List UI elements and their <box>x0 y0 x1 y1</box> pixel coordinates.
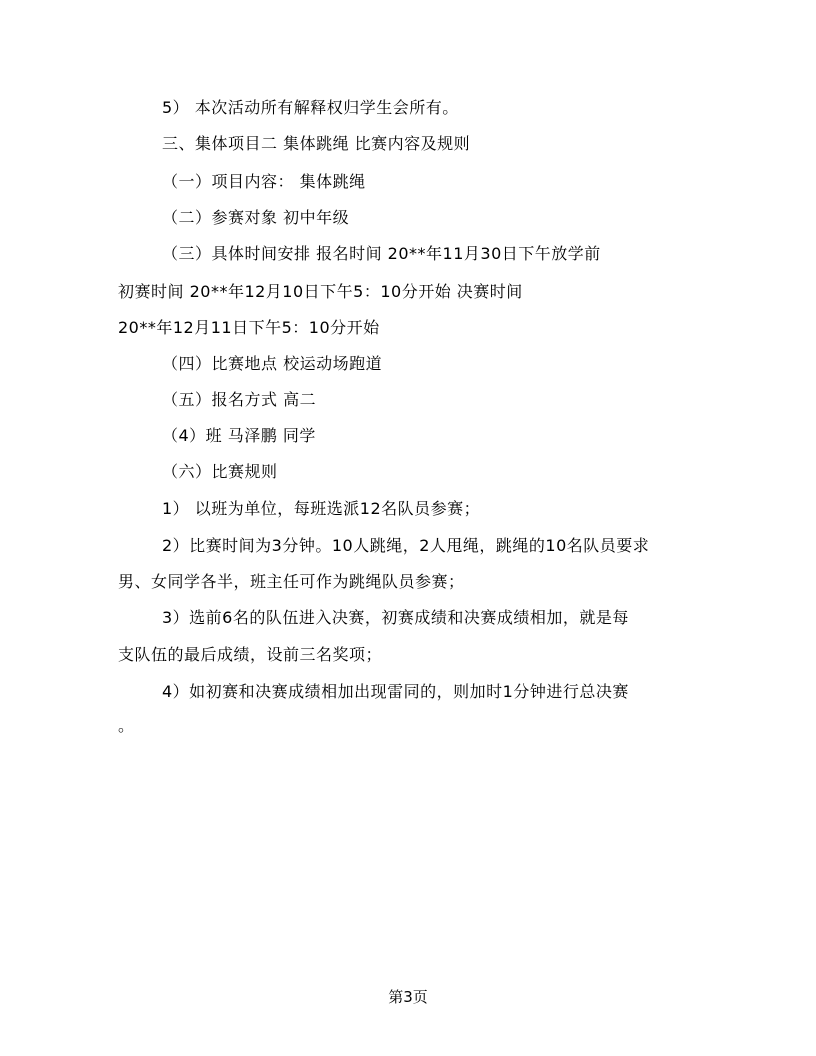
registration-method: （五）报名方式 高二 <box>162 390 317 409</box>
rule-3-line-1: 3）选前6名的队伍进入决赛，初赛成绩和决赛成绩相加，就是每 <box>162 608 629 627</box>
rule-item-5: 5） 本次活动所有解释权归学生会所有。 <box>162 98 459 117</box>
rule-3-line-2: 支队伍的最后成绩，设前三名奖项； <box>118 645 383 664</box>
project-content: （一）项目内容： 集体跳绳 <box>162 172 366 191</box>
rule-2-line-1: 2）比赛时间为3分钟。10人跳绳，2人甩绳，跳绳的10名队员要求 <box>162 536 650 555</box>
rule-4-line-1: 4）如初赛和决赛成绩相加出现雷同的，则加时1分钟进行总决赛 <box>162 682 629 701</box>
page-number: 第3页 <box>388 988 428 1006</box>
participants: （二）参赛对象 初中年级 <box>162 208 350 227</box>
rule-1: 1） 以班为单位，每班选派12名队员参赛； <box>162 499 481 518</box>
section-heading: 三、集体项目二 集体跳绳 比赛内容及规则 <box>162 134 471 153</box>
rule-4-line-2: 。 <box>118 716 135 735</box>
schedule-line-3: 20**年12月11日下午5：10分开始 <box>118 318 380 337</box>
registration-contact: （4）班 马泽鹏 同学 <box>162 426 316 445</box>
rules-heading: （六）比赛规则 <box>162 462 278 481</box>
schedule-line-2: 初赛时间 20**年12月10日下午5：10分开始 决赛时间 <box>118 282 523 301</box>
schedule-line-1: （三）具体时间安排 报名时间 20**年11月30日下午放学前 <box>162 244 601 263</box>
venue: （四）比赛地点 校运动场跑道 <box>162 354 383 373</box>
rule-2-line-2: 男、女同学各半，班主任可作为跳绳队员参赛； <box>118 572 465 591</box>
